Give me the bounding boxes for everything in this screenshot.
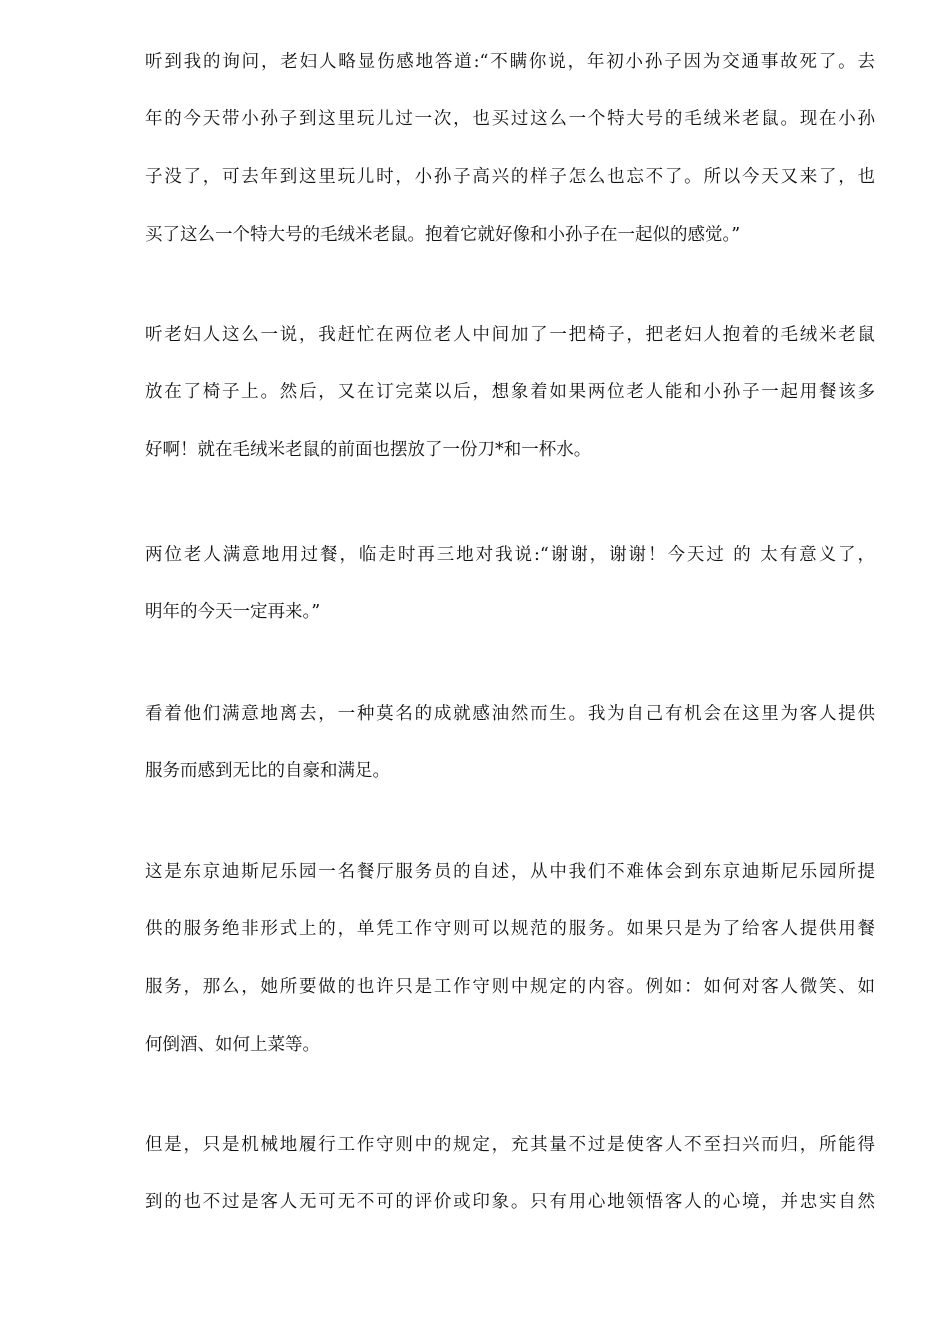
text-line: 听到我的询问，老妇人略显伤感地答道:“不瞒你说，年初小孙子因为交通事故死了。去 [145, 52, 875, 72]
text-line: 两位老人满意地用过餐，临走时再三地对我说:“谢谢，谢谢！今天过 的 太有意义了， [145, 545, 875, 565]
text-line: 看着他们满意地离去，一种莫名的成就感油然而生。我为自己有机会在这里为客人提供 [145, 704, 875, 724]
text-line: 买了这么一个特大号的毛绒米老鼠。抱着它就好像和小孙子在一起似的感觉。” [145, 225, 741, 245]
text-line: 子没了，可去年到这里玩儿时，小孙子高兴的样子怎么也忘不了。所以今天又来了，也 [145, 167, 875, 187]
text-line: 放在了椅子上。然后，又在订完菜以后，想象着如果两位老人能和小孙子一起用餐该多 [145, 382, 875, 402]
text-line: 年的今天带小孙子到这里玩儿过一次，也买过这么一个特大号的毛绒米老鼠。现在小孙 [145, 109, 875, 129]
text-line: 好啊！就在毛绒米老鼠的前面也摆放了一份刀*和一杯水。 [145, 440, 592, 460]
text-line: 这是东京迪斯尼乐园一名餐厅服务员的自述，从中我们不难体会到东京迪斯尼乐园所提 [145, 862, 875, 882]
text-line: 服务而感到无比的自豪和满足。 [145, 761, 390, 781]
text-line: 供的服务绝非形式上的，单凭工作守则可以规范的服务。如果只是为了给客人提供用餐 [145, 919, 875, 939]
text-line: 听老妇人这么一说，我赶忙在两位老人中间加了一把椅子，把老妇人抱着的毛绒米老鼠 [145, 325, 875, 345]
text-line: 但是，只是机械地履行工作守则中的规定，充其量不过是使客人不至扫兴而归，所能得 [145, 1135, 875, 1155]
text-line: 明年的今天一定再来。” [145, 602, 321, 622]
text-line: 到的也不过是客人无可无不可的评价或印象。只有用心地领悟客人的心境，并忠实自然 [145, 1192, 875, 1212]
text-line: 何倒酒、如何上菜等。 [145, 1035, 320, 1055]
text-line: 服务，那么，她所要做的也许只是工作守则中规定的内容。例如：如何对客人微笑、如 [145, 977, 875, 997]
